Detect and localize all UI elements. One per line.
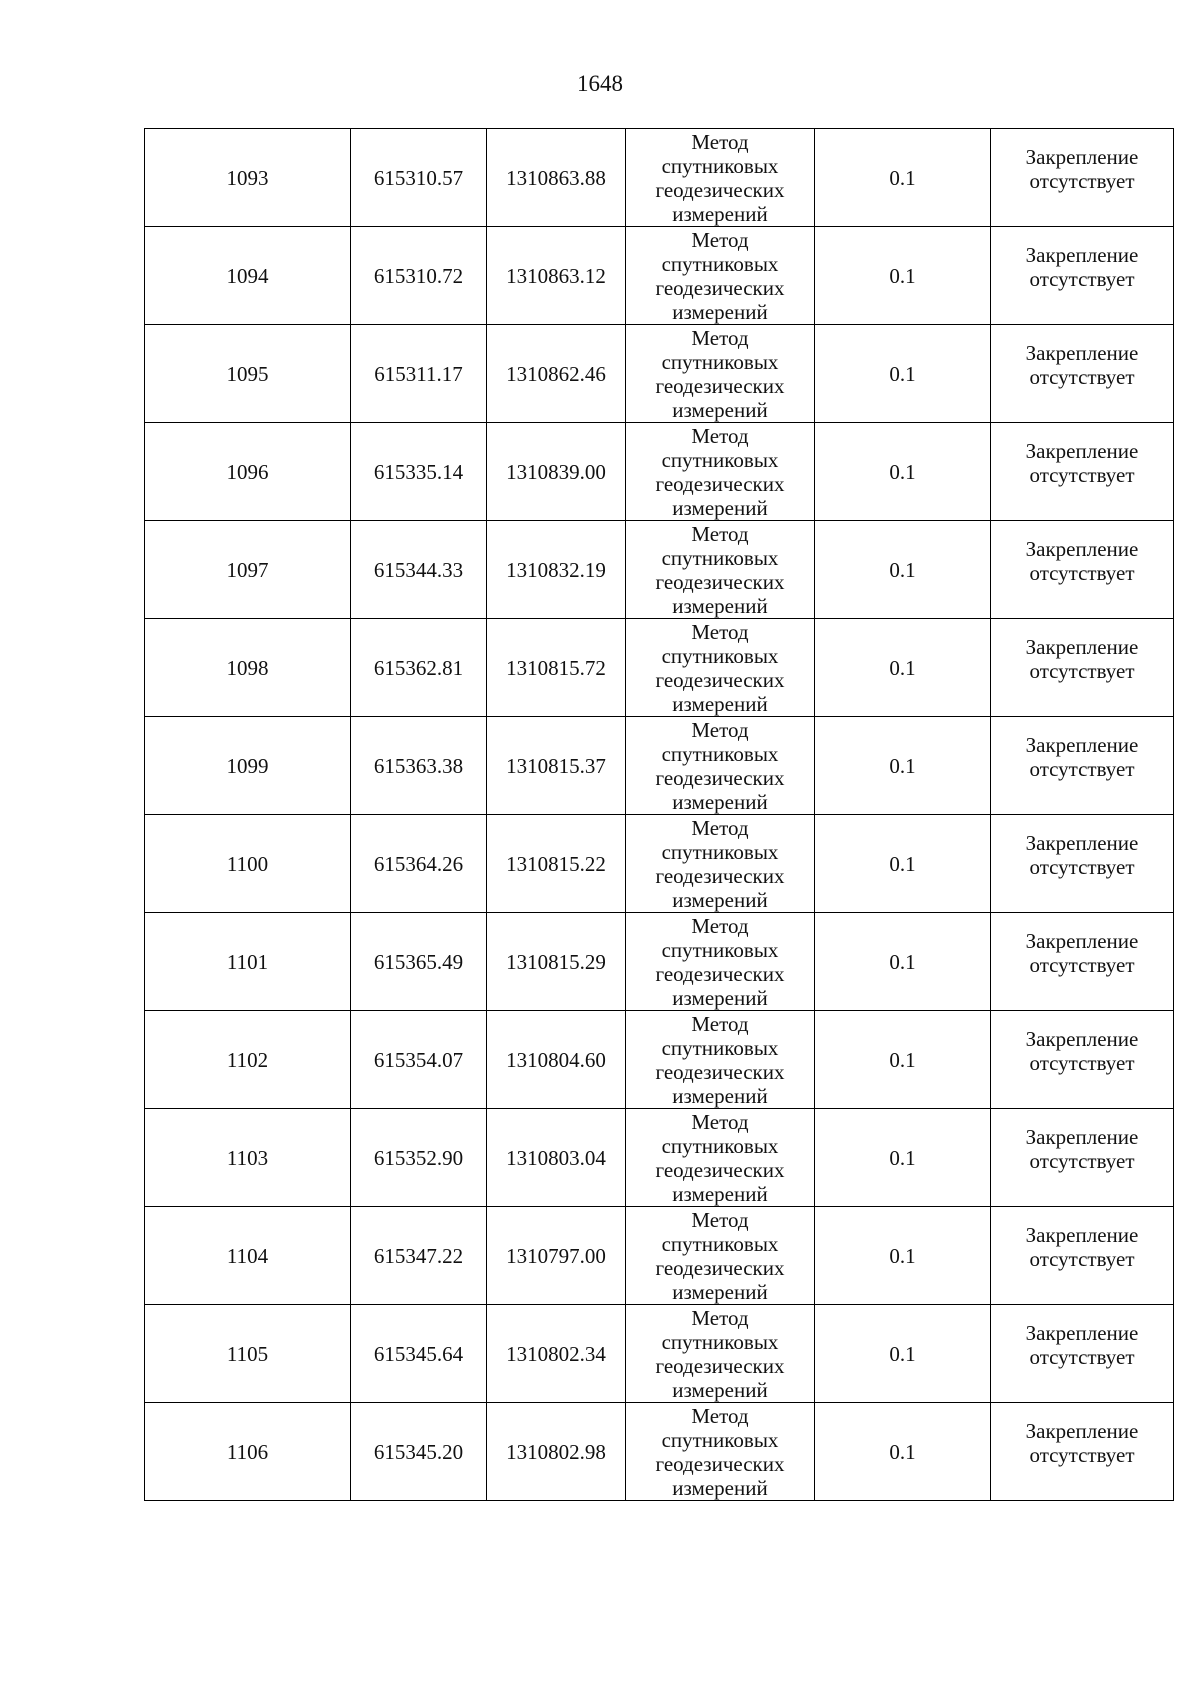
fixing-cell <box>991 129 1174 227</box>
y-coordinate-cell: 1310815.29 <box>487 913 626 1011</box>
method-line: геодезических <box>655 961 785 986</box>
accuracy-cell: 0.1 <box>815 1109 991 1207</box>
point-number-cell: 1100 <box>145 815 351 913</box>
method-line: спутниковых <box>661 1427 779 1452</box>
method-cell <box>626 1207 815 1305</box>
point-number-cell: 1096 <box>145 423 351 521</box>
method-line: Метод <box>691 619 749 644</box>
x-coordinate-cell: 615362.81 <box>351 619 487 717</box>
fixing-line: Закрепление <box>1025 243 1139 267</box>
accuracy-cell: 0.1 <box>815 815 991 913</box>
point-number-cell: 1099 <box>145 717 351 815</box>
table-row <box>145 423 1174 521</box>
fixing-line: отсутствует <box>1029 1051 1135 1075</box>
method-cell <box>626 423 815 521</box>
table-row <box>145 1011 1174 1109</box>
method-line: спутниковых <box>661 1035 779 1060</box>
table-row <box>145 1109 1174 1207</box>
point-number-cell: 1098 <box>145 619 351 717</box>
method-line: геодезических <box>655 177 785 202</box>
fixing-line: отсутствует <box>1029 463 1135 487</box>
method-line: Метод <box>691 913 749 938</box>
method-line: геодезических <box>655 1353 785 1378</box>
method-line: измерений <box>672 299 768 324</box>
method-cell <box>626 619 815 717</box>
fixing-cell <box>991 619 1174 717</box>
fixing-cell <box>991 521 1174 619</box>
fixing-cell <box>991 815 1174 913</box>
accuracy-cell: 0.1 <box>815 1011 991 1109</box>
fixing-cell <box>991 1207 1174 1305</box>
x-coordinate-cell: 615365.49 <box>351 913 487 1011</box>
fixing-cell <box>991 227 1174 325</box>
fixing-line: Закрепление <box>1025 537 1139 561</box>
method-line: измерений <box>672 593 768 618</box>
x-coordinate-cell: 615364.26 <box>351 815 487 913</box>
fixing-line: отсутствует <box>1029 659 1135 683</box>
fixing-line: Закрепление <box>1025 733 1139 757</box>
fixing-line: Закрепление <box>1025 635 1139 659</box>
method-line: измерений <box>672 397 768 422</box>
x-coordinate-cell: 615363.38 <box>351 717 487 815</box>
method-line: Метод <box>691 1011 749 1036</box>
table-body <box>145 129 1174 1501</box>
method-line: спутниковых <box>661 1231 779 1256</box>
x-coordinate-cell: 615347.22 <box>351 1207 487 1305</box>
method-line: измерений <box>672 1181 768 1206</box>
method-cell <box>626 325 815 423</box>
y-coordinate-cell: 1310815.72 <box>487 619 626 717</box>
method-line: Метод <box>691 129 749 154</box>
method-line: геодезических <box>655 569 785 594</box>
accuracy-cell: 0.1 <box>815 717 991 815</box>
method-line: Метод <box>691 1109 749 1134</box>
coordinates-table <box>144 128 1174 1501</box>
fixing-cell <box>991 1011 1174 1109</box>
method-line: геодезических <box>655 1255 785 1280</box>
y-coordinate-cell: 1310839.00 <box>487 423 626 521</box>
method-line: измерений <box>672 1279 768 1304</box>
fixing-line: Закрепление <box>1025 1321 1139 1345</box>
y-coordinate-cell: 1310863.12 <box>487 227 626 325</box>
fixing-cell <box>991 1305 1174 1403</box>
fixing-line: Закрепление <box>1025 145 1139 169</box>
method-cell <box>626 1403 815 1501</box>
accuracy-cell: 0.1 <box>815 619 991 717</box>
method-line: Метод <box>691 1207 749 1232</box>
fixing-line: Закрепление <box>1025 929 1139 953</box>
fixing-cell <box>991 717 1174 815</box>
fixing-line: Закрепление <box>1025 831 1139 855</box>
method-line: геодезических <box>655 1451 785 1476</box>
accuracy-cell: 0.1 <box>815 1403 991 1501</box>
table-row <box>145 1207 1174 1305</box>
method-line: измерений <box>672 495 768 520</box>
method-line: спутниковых <box>661 1329 779 1354</box>
method-line: спутниковых <box>661 251 779 276</box>
fixing-line: отсутствует <box>1029 1443 1135 1467</box>
y-coordinate-cell: 1310802.34 <box>487 1305 626 1403</box>
method-line: Метод <box>691 521 749 546</box>
method-cell <box>626 717 815 815</box>
x-coordinate-cell: 615352.90 <box>351 1109 487 1207</box>
fixing-line: отсутствует <box>1029 757 1135 781</box>
fixing-line: отсутствует <box>1029 1247 1135 1271</box>
x-coordinate-cell: 615345.20 <box>351 1403 487 1501</box>
fixing-line: отсутствует <box>1029 365 1135 389</box>
fixing-cell <box>991 913 1174 1011</box>
table-row <box>145 815 1174 913</box>
method-line: Метод <box>691 1403 749 1428</box>
method-line: измерений <box>672 1083 768 1108</box>
method-cell <box>626 815 815 913</box>
y-coordinate-cell: 1310804.60 <box>487 1011 626 1109</box>
y-coordinate-cell: 1310797.00 <box>487 1207 626 1305</box>
point-number-cell: 1103 <box>145 1109 351 1207</box>
method-line: геодезических <box>655 471 785 496</box>
fixing-cell <box>991 1403 1174 1501</box>
method-line: измерений <box>672 789 768 814</box>
fixing-line: Закрепление <box>1025 1125 1139 1149</box>
method-line: измерений <box>672 1377 768 1402</box>
fixing-cell <box>991 1109 1174 1207</box>
method-line: геодезических <box>655 863 785 888</box>
method-line: измерений <box>672 1475 768 1500</box>
x-coordinate-cell: 615345.64 <box>351 1305 487 1403</box>
point-number-cell: 1097 <box>145 521 351 619</box>
method-line: спутниковых <box>661 937 779 962</box>
point-number-cell: 1095 <box>145 325 351 423</box>
page-number: 1648 <box>577 71 623 96</box>
method-line: спутниковых <box>661 741 779 766</box>
y-coordinate-cell: 1310863.88 <box>487 129 626 227</box>
fixing-line: отсутствует <box>1029 855 1135 879</box>
method-line: спутниковых <box>661 447 779 472</box>
method-line: спутниковых <box>661 153 779 178</box>
method-cell <box>626 227 815 325</box>
method-line: Метод <box>691 815 749 840</box>
point-number-cell: 1102 <box>145 1011 351 1109</box>
table-row <box>145 1305 1174 1403</box>
fixing-line: отсутствует <box>1029 1345 1135 1369</box>
method-line: Метод <box>691 325 749 350</box>
y-coordinate-cell: 1310802.98 <box>487 1403 626 1501</box>
method-line: Метод <box>691 227 749 252</box>
table-row <box>145 325 1174 423</box>
method-line: геодезических <box>655 1059 785 1084</box>
method-cell <box>626 521 815 619</box>
fixing-line: отсутствует <box>1029 169 1135 193</box>
method-line: спутниковых <box>661 545 779 570</box>
method-cell <box>626 129 815 227</box>
point-number-cell: 1104 <box>145 1207 351 1305</box>
accuracy-cell: 0.1 <box>815 129 991 227</box>
point-number-cell: 1093 <box>145 129 351 227</box>
method-line: Метод <box>691 1305 749 1330</box>
method-line: спутниковых <box>661 349 779 374</box>
method-cell <box>626 1109 815 1207</box>
accuracy-cell: 0.1 <box>815 913 991 1011</box>
accuracy-cell: 0.1 <box>815 423 991 521</box>
table-row <box>145 129 1174 227</box>
fixing-line: отсутствует <box>1029 953 1135 977</box>
y-coordinate-cell: 1310815.22 <box>487 815 626 913</box>
table-row <box>145 717 1174 815</box>
fixing-line: отсутствует <box>1029 561 1135 585</box>
method-line: спутниковых <box>661 1133 779 1158</box>
method-line: измерений <box>672 887 768 912</box>
method-line: измерений <box>672 691 768 716</box>
method-line: измерений <box>672 201 768 226</box>
y-coordinate-cell: 1310815.37 <box>487 717 626 815</box>
accuracy-cell: 0.1 <box>815 325 991 423</box>
table-row <box>145 227 1174 325</box>
point-number-cell: 1105 <box>145 1305 351 1403</box>
fixing-line: отсутствует <box>1029 267 1135 291</box>
y-coordinate-cell: 1310832.19 <box>487 521 626 619</box>
method-line: Метод <box>691 717 749 742</box>
method-cell <box>626 1011 815 1109</box>
fixing-line: Закрепление <box>1025 341 1139 365</box>
fixing-line: отсутствует <box>1029 1149 1135 1173</box>
accuracy-cell: 0.1 <box>815 521 991 619</box>
method-line: геодезических <box>655 373 785 398</box>
point-number-cell: 1101 <box>145 913 351 1011</box>
accuracy-cell: 0.1 <box>815 1207 991 1305</box>
x-coordinate-cell: 615310.72 <box>351 227 487 325</box>
point-number-cell: 1106 <box>145 1403 351 1501</box>
method-line: геодезических <box>655 1157 785 1182</box>
table-row <box>145 521 1174 619</box>
accuracy-cell: 0.1 <box>815 227 991 325</box>
y-coordinate-cell: 1310803.04 <box>487 1109 626 1207</box>
x-coordinate-cell: 615311.17 <box>351 325 487 423</box>
method-line: геодезических <box>655 667 785 692</box>
x-coordinate-cell: 615354.07 <box>351 1011 487 1109</box>
fixing-line: Закрепление <box>1025 1223 1139 1247</box>
fixing-line: Закрепление <box>1025 1027 1139 1051</box>
x-coordinate-cell: 615335.14 <box>351 423 487 521</box>
method-line: спутниковых <box>661 643 779 668</box>
table-row <box>145 619 1174 717</box>
x-coordinate-cell: 615344.33 <box>351 521 487 619</box>
fixing-line: Закрепление <box>1025 439 1139 463</box>
method-line: геодезических <box>655 275 785 300</box>
method-line: Метод <box>691 423 749 448</box>
y-coordinate-cell: 1310862.46 <box>487 325 626 423</box>
fixing-cell <box>991 423 1174 521</box>
accuracy-cell: 0.1 <box>815 1305 991 1403</box>
method-line: геодезических <box>655 765 785 790</box>
method-cell <box>626 913 815 1011</box>
method-line: измерений <box>672 985 768 1010</box>
method-cell <box>626 1305 815 1403</box>
point-number-cell: 1094 <box>145 227 351 325</box>
fixing-cell <box>991 325 1174 423</box>
method-line: спутниковых <box>661 839 779 864</box>
table-row <box>145 913 1174 1011</box>
table-row <box>145 1403 1174 1501</box>
fixing-line: Закрепление <box>1025 1419 1139 1443</box>
x-coordinate-cell: 615310.57 <box>351 129 487 227</box>
